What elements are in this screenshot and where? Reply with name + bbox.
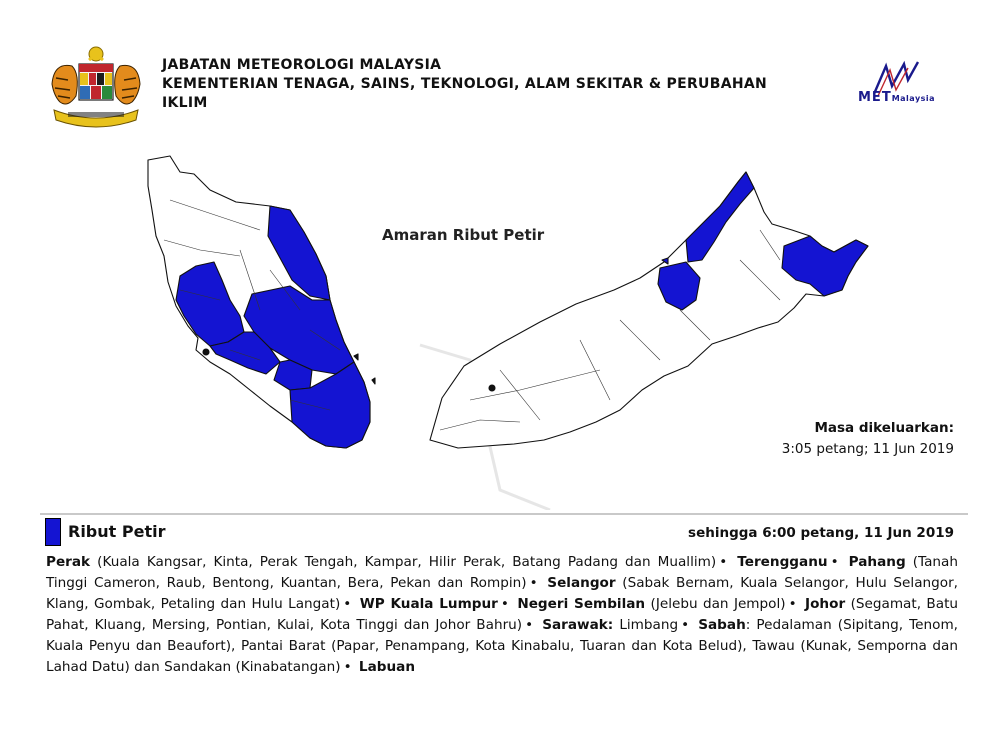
bullet-separator: • xyxy=(681,617,690,633)
state-name: Negeri Sembilan xyxy=(517,596,646,612)
bullet-separator: • xyxy=(529,575,538,591)
met-logo-text xyxy=(858,90,935,105)
state-name: Sabah xyxy=(698,617,746,633)
state-areas: (Jelebu dan Jempol) xyxy=(650,596,786,612)
state-name: Labuan xyxy=(358,659,416,675)
state-name: Sarawak: xyxy=(542,617,614,633)
met-logo-sub: Malaysia xyxy=(891,94,936,103)
state-areas: (Segamat, Batu Pahat, Kluang, Mersing, Pontian, Kulai, Kota Tinggi dan Johor Bahru) xyxy=(46,596,959,633)
state-name: Johor xyxy=(805,596,846,612)
ministry-name-cont: IKLIM xyxy=(162,95,208,111)
issued-value: 3:05 petang; 11 Jun 2019 xyxy=(781,441,954,457)
header xyxy=(40,40,970,140)
borneo-malaysia xyxy=(430,172,868,448)
state-name: Perak xyxy=(46,554,91,570)
state-areas: (Sabak Bernam, Kuala Selangor, Hulu Selangor, Klang, Gombak, Petaling dan Hulu Langat) xyxy=(46,575,958,612)
malaysia-map xyxy=(140,150,880,510)
peninsular-malaysia xyxy=(148,156,375,448)
map-title: Amaran Ribut Petir xyxy=(382,226,545,244)
issued-label: Masa dikeluarkan: xyxy=(814,420,954,436)
state-areas: Limbang xyxy=(619,617,679,633)
bullet-separator: • xyxy=(343,596,352,612)
state-areas: (Kuala Kangsar, Kinta, Perak Tengah, Kampar, Hilir Perak, Batang Padang dan Muallim) xyxy=(97,554,717,570)
divider xyxy=(40,513,968,515)
state-name: WP Kuala Lumpur xyxy=(359,596,498,612)
state-areas: (Tanah Tinggi Cameron, Raub, Bentong, Kuantan, Bera, Pekan dan Rompin) xyxy=(46,554,958,591)
valid-until: sehingga 6:00 petang, 11 Jun 2019 xyxy=(688,525,954,541)
agency-name: JABATAN METEOROLOGI MALAYSIA xyxy=(162,57,442,73)
state-name: Selangor xyxy=(547,575,616,591)
legend-label: Ribut Petir xyxy=(68,522,166,541)
malaysia-coat-of-arms-icon xyxy=(46,44,146,130)
island-brunei-area xyxy=(489,385,495,391)
state-name: Terengganu xyxy=(737,554,828,570)
warning-areas-text xyxy=(46,552,958,678)
issued-time xyxy=(782,418,954,460)
state-areas: : Pedalaman (Sipitang, Tenom, Kuala Penyu dan Beaufort), Pantai Barat (Papar, Penampang, Kota Kinabalu, Tuaran dan Kota Belud), Tawau (Kunak, Semporna dan Lahad Datu) dan Sandakan (Kinabatangan) xyxy=(46,617,959,675)
bullet-separator: • xyxy=(525,617,534,633)
met-logo-main: MET xyxy=(858,90,892,105)
state-name: Pahang xyxy=(848,554,906,570)
bullet-separator: • xyxy=(719,554,728,570)
header-titles xyxy=(162,56,767,113)
ministry-name: KEMENTERIAN TENAGA, SAINS, TEKNOLOGI, ALAM SEKITAR & PERUBAHAN xyxy=(162,76,767,92)
bullet-separator: • xyxy=(343,659,352,675)
bullet-separator: • xyxy=(500,596,509,612)
legend-swatch xyxy=(45,518,61,546)
bullet-separator: • xyxy=(788,596,797,612)
borneo-base xyxy=(430,172,868,448)
island-penang xyxy=(203,349,209,355)
bullet-separator: • xyxy=(830,554,839,570)
